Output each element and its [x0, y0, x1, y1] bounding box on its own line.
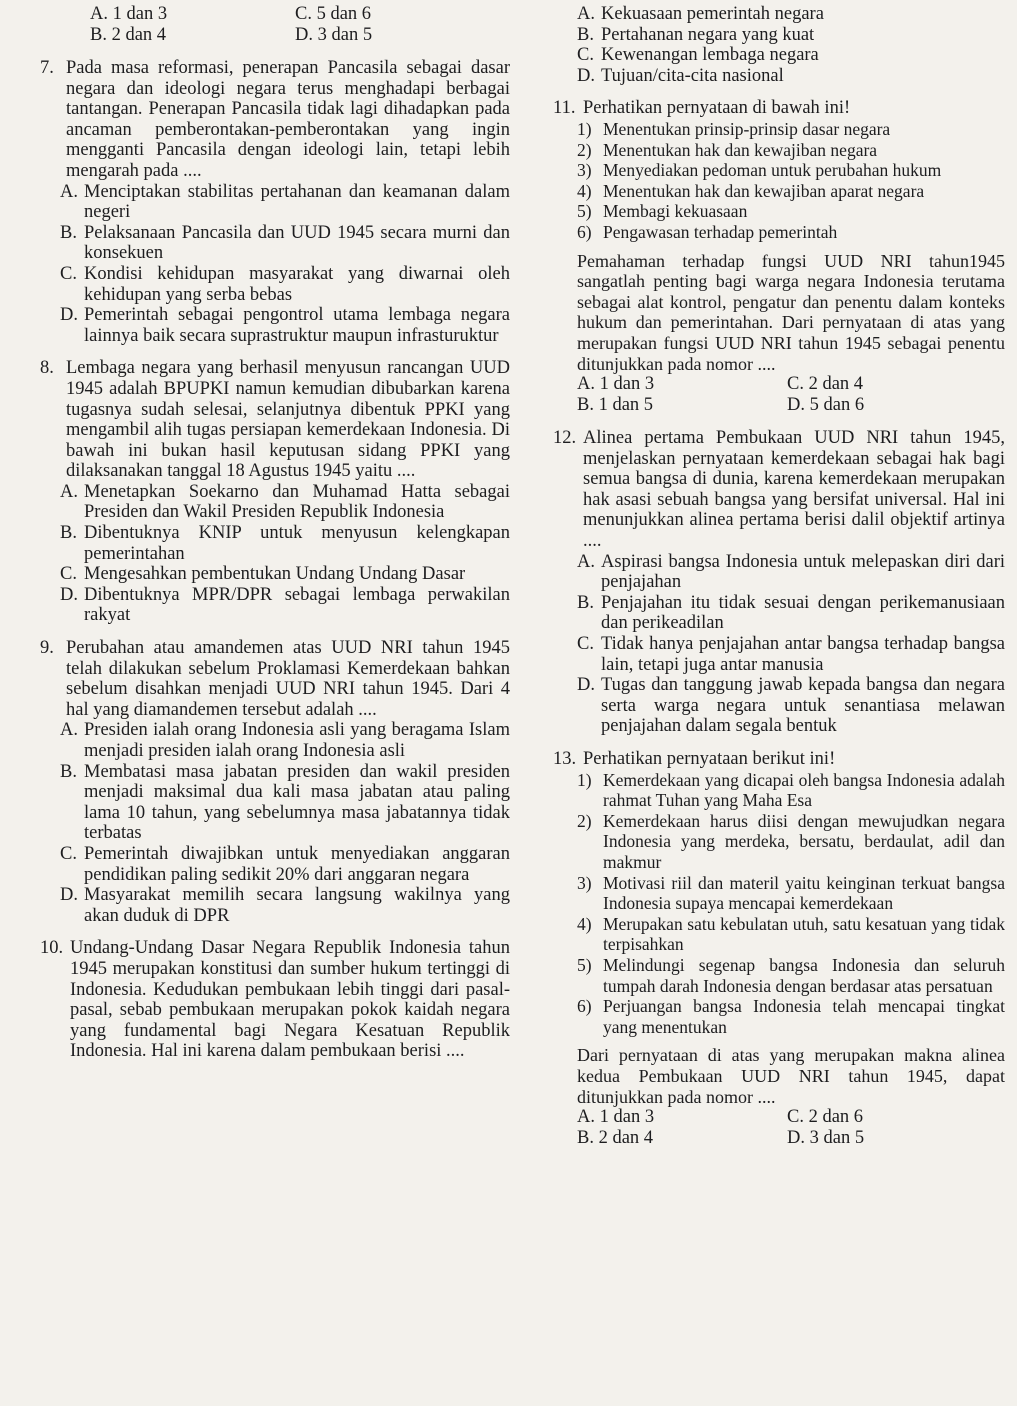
question-number: 13. [553, 749, 577, 769]
statement-number: 6) [577, 996, 592, 1017]
option-letter: C. [295, 4, 312, 24]
answer-options-grid [40, 4, 510, 46]
statement-text: Menentukan hak dan kewajiban negara [603, 139, 878, 160]
option-text: 5 dan 6 [809, 395, 865, 416]
question-header [40, 358, 510, 482]
answer-options [40, 720, 510, 926]
question-header [553, 428, 1005, 552]
option-letter: A. [60, 720, 78, 741]
statement-item [577, 914, 1005, 955]
option-text: Dibentuknya KNIP untuk menyusun kelengkapan pemerintahan [84, 523, 510, 564]
option-text: 1 dan 3 [599, 374, 655, 395]
question-header [40, 938, 510, 1062]
question [40, 638, 510, 926]
option-letter: C. [787, 1107, 804, 1128]
question-text: Perhatikan pernyataan di bawah ini! [583, 98, 851, 119]
answer-option [577, 45, 1005, 66]
option-text: 1 dan 3 [599, 1107, 655, 1128]
option-text: 2 dan 6 [808, 1107, 864, 1128]
question-text: Perubahan atau amandemen atas UUD NRI tahun 1945 telah dilakukan sebelum Proklamasi Kemerdekaan bahkan sebelum disahkan menjadi UUD NRI tahun 1945. Dari 4 hal yang diamandemen tersebut adalah .... [66, 638, 510, 720]
statement-number: 6) [577, 221, 592, 242]
option-text: 2 dan 4 [808, 374, 864, 395]
statement-item [577, 873, 1005, 914]
statement-number: 1) [577, 118, 592, 139]
question [40, 58, 510, 346]
option-text: Aspirasi bangsa Indonesia untuk melepaskan diri dari penjajahan [601, 551, 1005, 593]
option-text: Kondisi kehidupan masyarakat yang diwarnai oleh kehidupan yang serba bebas [84, 263, 510, 305]
statement-number: 4) [577, 180, 592, 201]
statement-item [577, 181, 1005, 202]
question-header [40, 638, 510, 720]
question [553, 98, 1005, 416]
question-text: Alinea pertama Pembukaan UUD NRI tahun 1945, menjelaskan pernyataan kemerdekaan sebagai hak bagi semua bangsa di dunia, karena kemerdekaan merupakan hak asasi sebuah bangsa yang bersifat universal. Hal ini menunjukkan alinea pertama berisi dalil objektif artinya .... [583, 428, 1005, 552]
option-text: Kewenangan lembaga negara [601, 45, 819, 66]
option-text: Masyarakat memilih secara langsung wakilnya yang akan duduk di DPR [84, 885, 510, 926]
answer-option [787, 374, 1005, 395]
spacer [553, 1037, 1005, 1045]
question-number: 11. [553, 98, 576, 119]
answer-option [577, 675, 1005, 737]
statement-number: 5) [577, 201, 592, 222]
answer-options-grid [553, 1107, 1005, 1149]
statement-text: Pengawasan terhadap pemerintah [603, 221, 838, 242]
statement-text: Menentukan prinsip-prinsip dasar negara [603, 118, 891, 139]
option-text: Pemerintah sebagai pengontrol utama lembaga negara lainnya baik secara suprastruktur maupun infrasturuktur [84, 305, 510, 346]
answer-option [90, 4, 295, 25]
option-letter: C. [577, 634, 594, 655]
option-text: Menetapkan Soekarno dan Muhamad Hatta sebagai Presiden dan Wakil Presiden Republik Indonesia [84, 481, 510, 523]
statement-text: Melindungi segenap bangsa Indonesia dan seluruh tumpah darah Indonesia dengan berdasar atas persatuan [603, 954, 1005, 996]
question-number: 12. [553, 428, 577, 449]
option-letter: D. [577, 65, 595, 86]
option-text: Pertahanan negara yang kuat [601, 24, 815, 45]
option-letter: D. [577, 675, 595, 696]
option-letter: A. [60, 181, 78, 202]
question-header [553, 749, 1005, 770]
option-letter: B. [60, 523, 77, 544]
answer-option [577, 1128, 787, 1149]
statement-number: 3) [577, 160, 592, 181]
option-letter: B. [60, 761, 77, 782]
option-text: Pemerintah diwajibkan untuk menyediakan anggaran pendidikan paling sedikit 20% dari anggaran negara [84, 843, 510, 885]
statement-item [577, 770, 1005, 811]
option-text: Tugas dan tanggung jawab kepada bangsa dan negara serta warga negara untuk senantiasa melawan penjajahan dalam segala bentuk [601, 675, 1005, 737]
answer-option [60, 762, 510, 844]
option-letter: D. [60, 305, 78, 326]
option-text: Mengesahkan pembentukan Undang Undang Dasar [84, 564, 466, 585]
option-text: Dibentuknya MPR/DPR sebagai lembaga perwakilan rakyat [84, 584, 510, 626]
option-letter: B. [577, 395, 594, 416]
statement-text: Merupakan satu kebulatan utuh, satu kesatuan yang tidak terpisahkan [603, 913, 1005, 955]
question-text: Lembaga negara yang berhasil menyusun rancangan UUD 1945 adalah BPUPKI namun kemudian dibubarkan karena tugasnya sudah selesai, selanjutnya dibentuk PPKI yang mengambil alih tugas persiapan kemerdekaan Indonesia. Di bawah ini bukan hasil keputusan sidang PPKI yang dilaksanakan tanggal 18 Agustus 1945 yaitu .... [66, 358, 510, 482]
left-column [40, 4, 510, 1066]
answer-option [787, 395, 1005, 416]
spacer [553, 420, 1005, 428]
answer-option [295, 25, 510, 46]
option-letter: A. [577, 374, 595, 395]
spacer [40, 630, 510, 638]
question-number: 10. [40, 938, 64, 959]
spacer [553, 243, 1005, 251]
statement-item [577, 119, 1005, 140]
answer-option [60, 264, 510, 305]
option-text: 3 dan 5 [317, 25, 373, 45]
question-header [40, 58, 510, 182]
statement-number: 1) [577, 769, 592, 790]
answer-option [577, 552, 1005, 593]
answer-option [90, 25, 295, 46]
option-letter: C. [577, 45, 594, 66]
option-text: Tidak hanya penjajahan antar bangsa terhadap bangsa lain, tetapi juga antar manusia [601, 634, 1005, 675]
option-text: Menciptakan stabilitas pertahanan dan keamanan dalam negeri [84, 181, 510, 223]
question [553, 428, 1005, 737]
question-number: 8. [40, 358, 54, 379]
question [40, 938, 510, 1062]
option-letter: B. [577, 1128, 594, 1149]
statement-number: 2) [577, 139, 592, 160]
option-letter: A. [577, 4, 595, 24]
question-paragraph: Pemahaman terhadap fungsi UUD NRI tahun1945 sangatlah penting bagi warga negara Indonesia terutama sebagai alat kontrol, pengatur dan penentu dalam konteks hukum dan pemerintahan. Dari pernyataan di atas yang merupakan fungsi UUD NRI tahun 1945 sebagai penentu ditunjukkan pada nomor .... [577, 250, 1005, 374]
statement-text: Menyediakan pedoman untuk perubahan hukum [603, 160, 942, 181]
statement-text: Kemerdekaan yang dicapai oleh bangsa Indonesia adalah rahmat Tuhan yang Maha Esa [603, 769, 1005, 811]
question-number: 7. [40, 58, 54, 78]
answer-options-grid [553, 374, 1005, 416]
statement-number: 4) [577, 913, 592, 934]
question [40, 358, 510, 626]
answer-option [577, 634, 1005, 675]
answer-option [577, 4, 1005, 25]
answer-option [577, 593, 1005, 634]
spacer [40, 350, 510, 358]
option-letter: B. [60, 222, 77, 243]
option-text: 1 dan 5 [598, 395, 654, 416]
answer-options [40, 482, 510, 626]
answer-option [60, 223, 510, 264]
answer-options [553, 4, 1005, 86]
question [553, 749, 1005, 1149]
right-column [553, 4, 1005, 1153]
option-letter: D. [787, 395, 805, 416]
option-text: 3 dan 5 [809, 1128, 865, 1149]
answer-option [577, 66, 1005, 87]
spacer [40, 930, 510, 938]
question-paragraph: Dari pernyataan di atas yang merupakan makna alinea kedua Pembukaan UUD NRI tahun 1945, dapat ditunjukkan pada nomor .... [577, 1045, 1005, 1107]
statement-item [577, 201, 1005, 222]
statement-text: Membagi kekuasaan [603, 201, 748, 222]
statement-text: Kemerdekaan harus diisi dengan mewujudkan negara Indonesia yang merdeka, bersatu, berdaulat, adil dan makmur [603, 810, 1005, 872]
statement-item [577, 140, 1005, 161]
answer-option [577, 395, 787, 416]
statement-item [577, 222, 1005, 243]
answer-options [40, 182, 510, 347]
statement-list [553, 770, 1005, 1038]
option-letter: A. [90, 4, 108, 24]
option-letter: A. [60, 481, 78, 502]
option-letter: C. [60, 564, 77, 585]
statement-text: Menentukan hak dan kewajiban aparat negara [603, 180, 925, 201]
statement-number: 3) [577, 872, 592, 893]
option-text: Penjajahan itu tidak sesuai dengan perikemanusiaan dan perikeadilan [601, 592, 1005, 634]
option-text: Kekuasaan pemerintah negara [601, 4, 824, 24]
answer-option [577, 374, 787, 395]
statement-item [577, 811, 1005, 873]
statement-item [577, 996, 1005, 1037]
answer-option [577, 25, 1005, 46]
statement-text: Motivasi riil dan materil yaitu keinginan terkuat bangsa Indonesia supaya mencapai kemerdekaan [603, 872, 1005, 914]
option-letter: B. [90, 25, 107, 45]
answer-option [787, 1128, 1005, 1149]
option-text: Membatasi masa jabatan presiden dan wakil presiden menjadi maksimal dua kali masa jabatan atau paling lama 10 tahun, yang sebelumnya masa jabatannya tidak terbatas [84, 761, 510, 844]
option-letter: D. [60, 584, 78, 605]
answer-option [577, 1107, 787, 1128]
statement-number: 5) [577, 954, 592, 975]
option-letter: D. [60, 885, 78, 906]
option-letter: C. [787, 374, 804, 395]
answer-option [60, 482, 510, 523]
question-number: 9. [40, 638, 54, 659]
option-letter: C. [60, 263, 77, 284]
option-letter: B. [577, 592, 594, 613]
option-letter: A. [577, 1107, 595, 1128]
answer-option [60, 885, 510, 926]
option-letter: D. [295, 25, 313, 45]
statement-number: 2) [577, 810, 592, 831]
question-text: Perhatikan pernyataan berikut ini! [583, 749, 836, 769]
option-text: 2 dan 4 [598, 1128, 654, 1149]
option-letter: A. [577, 551, 595, 572]
spacer [40, 46, 510, 58]
answer-option [60, 844, 510, 885]
answer-options [553, 552, 1005, 737]
answer-option [60, 305, 510, 346]
spacer [553, 86, 1005, 98]
answer-option [60, 182, 510, 223]
option-text: Presiden ialah orang Indonesia asli yang beragama Islam menjadi presiden ialah orang Indonesia asli [84, 720, 510, 761]
answer-option [787, 1107, 1005, 1128]
statement-item [577, 160, 1005, 181]
answer-option [60, 720, 510, 761]
question-header [553, 98, 1005, 119]
option-text: Tujuan/cita-cita nasional [601, 65, 784, 86]
question-text: Undang-Undang Dasar Negara Republik Indonesia tahun 1945 merupakan konstitusi dan sumber hukum tertinggi di Indonesia. Kedudukan pembukaan lebih tinggi dari pasal-pasal, sebab pembukaan merupakan pokok kaidah negara yang fundamental bagi Negara Kesatuan Republik Indonesia. Hal ini karena dalam pembukaan berisi .... [70, 938, 510, 1062]
answer-option [295, 4, 510, 25]
answer-option [60, 585, 510, 626]
option-text: Pelaksanaan Pancasila dan UUD 1945 secara murni dan konsekuen [84, 222, 510, 264]
option-text: 1 dan 3 [112, 4, 168, 24]
option-letter: D. [787, 1128, 805, 1149]
spacer [553, 741, 1005, 749]
answer-option [60, 523, 510, 564]
statement-list [553, 119, 1005, 243]
option-letter: B. [577, 24, 594, 45]
statement-text: Perjuangan bangsa Indonesia telah mencapai tingkat yang menentukan [603, 996, 1005, 1037]
option-text: 2 dan 4 [111, 25, 167, 45]
statement-item [577, 955, 1005, 996]
question-text: Pada masa reformasi, penerapan Pancasila sebagai dasar negara dan ideologi negara terus menghadapi berbagai tantangan. Penerapan Pancasila tidak lagi dihadapkan pada ancaman pemberontakan-pemberontakan yang ingin mengganti Pancasila dengan ideologi lain, tetapi lebih mengarah pada .... [66, 58, 510, 181]
option-letter: C. [60, 843, 77, 864]
option-text: 5 dan 6 [316, 4, 372, 24]
answer-option [60, 564, 510, 585]
